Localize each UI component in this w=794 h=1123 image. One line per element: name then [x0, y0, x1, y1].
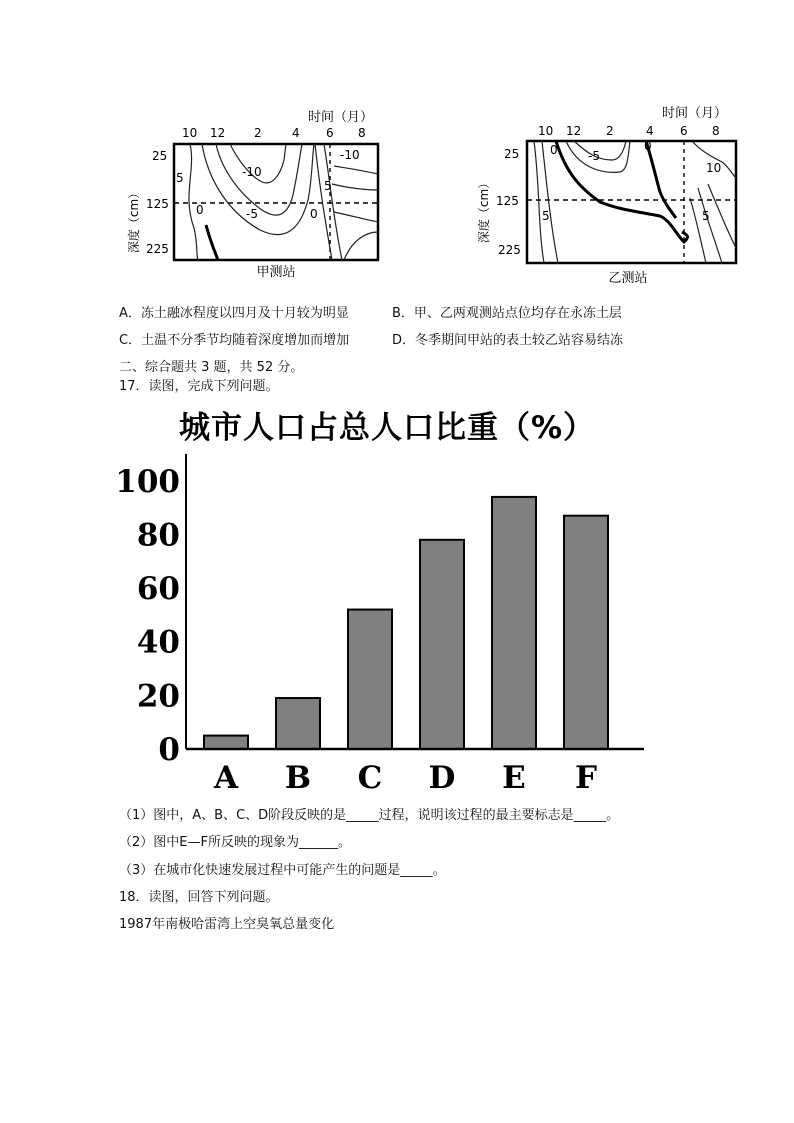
month-tick: 2 [606, 124, 614, 138]
bar-e [492, 497, 536, 749]
month-tick: 10 [182, 126, 198, 140]
depth-tick: 125 [496, 194, 519, 208]
contour-label: 5 [324, 179, 332, 193]
contour-label: -10 [242, 165, 262, 179]
option-c: C．土温不分季节均随着深度增加而增加 [119, 333, 350, 348]
question-17-sub2: （2）图中E—F所反映的现象为______。 [119, 835, 351, 850]
month-tick: 12 [210, 126, 226, 140]
option-d: D．冬季期间甲站的表土较乙站容易结冻 [392, 333, 624, 348]
depth-axis-label: 深度（cm） [127, 186, 141, 254]
depth-tick: 225 [146, 242, 169, 256]
bar-c [348, 610, 392, 749]
contour-label: 5 [176, 171, 184, 185]
y-axis-group [115, 464, 180, 768]
depth-tick: 25 [152, 149, 168, 163]
question-17-prompt: 17．读图，完成下列问题。 [119, 379, 279, 394]
y-tick-label: 80 [136, 517, 180, 554]
x-category-label: B [284, 760, 312, 796]
x-category-label: C [357, 760, 383, 796]
contour-label: 5 [542, 209, 550, 223]
station-label: 甲测站 [256, 265, 296, 280]
question-17-sub3: （3）在城市化快速发展过程中可能产生的问题是_____。 [119, 863, 446, 878]
depth-tick: 225 [498, 243, 521, 257]
option-a: A．冻土融冰程度以四月及十月较为明显 [119, 306, 349, 321]
month-tick: 8 [358, 126, 366, 140]
x-category-label: E [502, 760, 526, 796]
depth-tick: 25 [504, 147, 520, 161]
plot-frame [527, 141, 736, 263]
left-contour-chart [120, 100, 390, 290]
urbanization-bar-chart [110, 398, 670, 798]
y-tick-label: 0 [158, 732, 180, 768]
station-label: 乙测站 [608, 271, 648, 286]
contour-label: 5 [702, 209, 710, 223]
month-tick: 6 [326, 126, 334, 140]
bar-d [420, 540, 464, 749]
bar-a [204, 736, 248, 749]
y-tick-label: 60 [136, 571, 180, 608]
depth-tick: 125 [146, 197, 169, 211]
y-tick-label: 20 [136, 678, 180, 715]
question-18-prompt: 18．读图，回答下列问题。 [119, 890, 279, 905]
frost-line [206, 225, 218, 260]
month-tick: 6 [680, 124, 688, 138]
chart-title: 城市人口占总人口比重（%） [178, 410, 596, 446]
contour-label: 10 [706, 161, 722, 175]
contour-label: -5 [588, 149, 600, 163]
month-tick: 2 [254, 126, 262, 140]
section-heading: 二、综合题共 3 题，共 52 分。 [119, 360, 304, 375]
month-tick: 4 [292, 126, 300, 140]
contour-label: 0 [196, 203, 204, 217]
x-axis-labels [213, 760, 597, 796]
y-tick-label: 100 [115, 463, 180, 500]
contour-label: -5 [246, 207, 258, 221]
option-b: B．甲、乙两观测站点位均存在永冻土层 [392, 306, 622, 321]
time-axis-label: 时间（月） [308, 110, 374, 125]
right-contour-svg [470, 98, 750, 290]
y-tick-label: 40 [136, 624, 180, 661]
bar-chart-svg [110, 398, 670, 798]
left-contour-svg [120, 100, 390, 290]
bar-b [276, 698, 320, 749]
month-tick: 12 [566, 124, 582, 138]
contour-label: -10 [340, 148, 360, 162]
x-category-label: F [574, 760, 598, 796]
depth-axis-label: 深度（cm） [477, 176, 491, 244]
question-18-caption: 1987年南极哈雷湾上空臭氧总量变化 [119, 917, 335, 932]
bars-group [204, 497, 608, 749]
contour-label: 0 [310, 207, 318, 221]
x-category-label: A [213, 760, 239, 796]
month-tick: 8 [712, 124, 720, 138]
contour-label: 0 [550, 143, 558, 157]
x-category-label: D [428, 760, 456, 796]
question-17-sub1: （1）图中，A、B、C、D阶段反映的是_____过程，说明该过程的最主要标志是_____。 [119, 808, 620, 823]
time-axis-label: 时间（月） [662, 106, 728, 121]
right-contour-chart [470, 98, 750, 290]
contour-label: 0 [644, 139, 652, 153]
bar-f [564, 516, 608, 749]
month-tick: 10 [538, 124, 554, 138]
month-tick: 4 [646, 124, 654, 138]
